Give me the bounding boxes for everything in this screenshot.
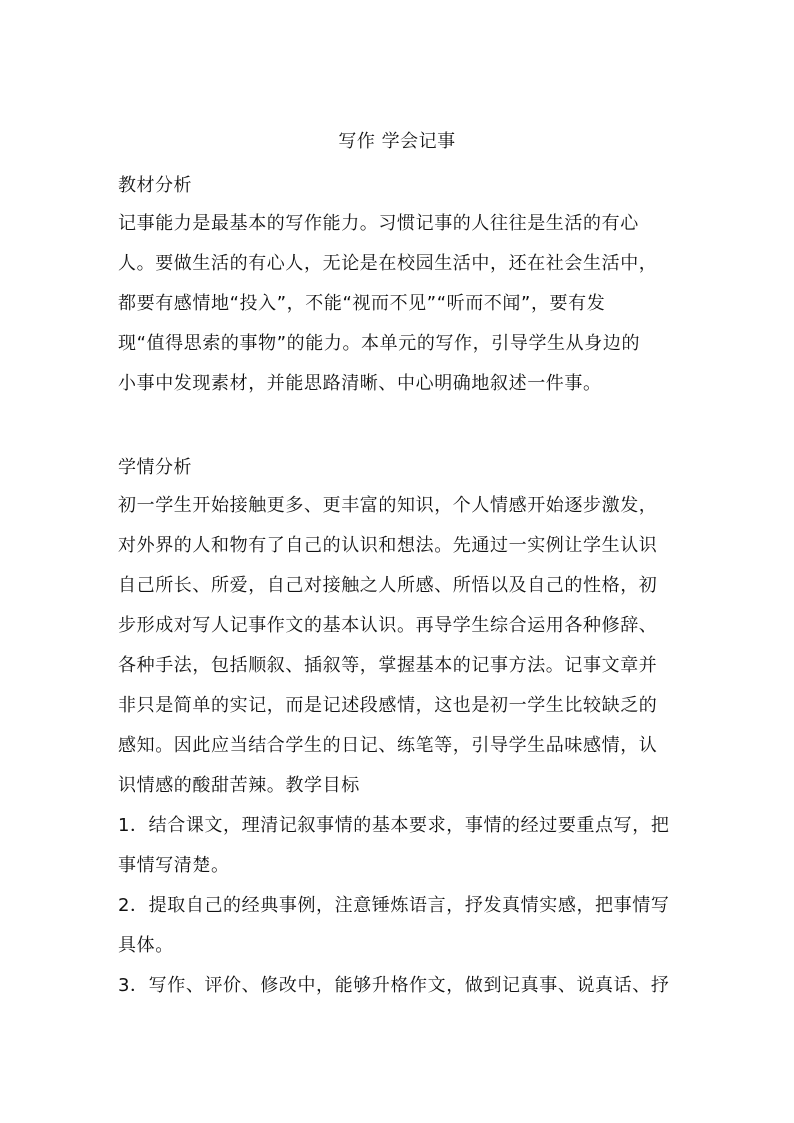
spacer (118, 404, 683, 444)
paragraph-textbook-analysis (118, 204, 683, 404)
section-heading-textbook-analysis: 教材分析 (118, 175, 192, 196)
paragraph-line: 感知。因此应当结合学生的日记、练笔等，引导学生品味感情，认 (118, 735, 658, 756)
goal-line: 2．提取自己的经典事例，注意锤炼语言，抒发真情实感，把事情写 (118, 895, 670, 916)
paragraph-student-analysis (118, 486, 683, 806)
paragraph-line: 各种手法，包括顺叙、插叙等，掌握基本的记事方法。记事文章并 (118, 655, 658, 676)
goal-line: 事情写清楚。 (118, 855, 230, 876)
document-body (118, 168, 683, 1006)
paragraph-line: 记事能力是最基本的写作能力。习惯记事的人往往是生活的有心 (118, 213, 639, 234)
paragraph-line: 识情感的酸甜苦辣。教学目标 (118, 775, 360, 796)
teaching-goal-3 (118, 966, 683, 1006)
goal-line: 具体。 (118, 935, 174, 956)
goal-line: 1．结合课文，理清记叙事情的基本要求，事情的经过要重点写，把 (118, 815, 670, 836)
document-title: 写作 学会记事 (338, 131, 456, 152)
paragraph-line: 自己所长、所爱，自己对接触之人所感、所悟以及自己的性格，初 (118, 575, 658, 596)
paragraph-line: 人。要做生活的有心人，无论是在校园生活中，还在社会生活中， (118, 253, 658, 274)
paragraph-line: 初一学生开始接触更多、更丰富的知识，个人情感开始逐步激发， (118, 495, 658, 516)
section-heading-student-analysis: 学情分析 (118, 457, 192, 478)
goal-line: 3．写作、评价、修改中，能够升格作文，做到记真事、说真话、抒 (118, 975, 670, 996)
paragraph-line: 现“值得思索的事物”的能力。本单元的写作，引导学生从身边的 (118, 333, 641, 354)
paragraph-line: 小事中发现素材，并能思路清晰、中心明确地叙述一件事。 (118, 373, 602, 394)
teaching-goal-2 (118, 886, 683, 966)
paragraph-line: 非只是简单的实记，而是记述段感情，这也是初一学生比较缺乏的 (118, 695, 658, 716)
paragraph-line: 对外界的人和物有了自己的认识和想法。先通过一实例让学生认识 (118, 535, 658, 556)
paragraph-line: 步形成对写人记事作文的基本认识。再导学生综合运用各种修辞、 (118, 615, 658, 636)
teaching-goal-1 (118, 806, 683, 886)
paragraph-line: 都要有感情地“投入”，不能“视而不见”“听而不闻”，要有发 (118, 293, 606, 314)
